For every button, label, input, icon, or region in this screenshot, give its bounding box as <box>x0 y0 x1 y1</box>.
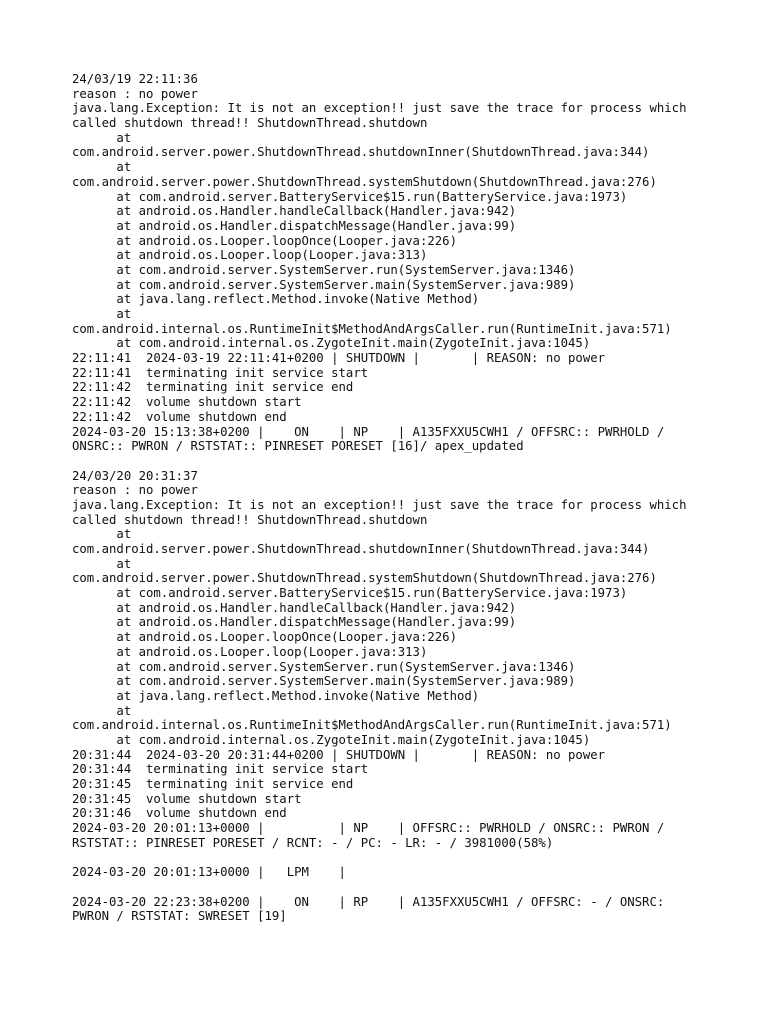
log-line: at android.os.Looper.loop(Looper.java:313) <box>72 644 428 659</box>
log-line: called shutdown thread!! ShutdownThread.shutdown <box>72 116 428 131</box>
log-line: ONSRC:: PWRON / RSTSTAT:: PINRESET PORESET [16]/ apex_updated <box>72 439 524 454</box>
log-line: java.lang.Exception: It is not an exception!! just save the trace for process which <box>72 101 687 116</box>
log-line: com.android.server.power.ShutdownThread.systemShutdown(ShutdownThread.java:276) <box>72 174 657 189</box>
blank-line <box>72 880 752 895</box>
log-line: at <box>72 160 132 175</box>
log-line: reason : no power <box>72 483 198 498</box>
log-line: at java.lang.reflect.Method.invoke(Native Method) <box>72 688 480 703</box>
log-document <box>72 72 752 924</box>
log-line: 2024-03-20 20:01:13+0000 | | NP | OFFSRC:: PWRHOLD / ONSRC:: PWRON / <box>72 821 665 836</box>
log-line: 24/03/20 20:31:37 <box>72 468 198 483</box>
log-line: at <box>72 556 132 571</box>
log-line: at com.android.server.SystemServer.main(SystemServer.java:989) <box>72 277 576 292</box>
log-line: 20:31:45 terminating init service end <box>72 777 354 791</box>
log-line: reason : no power <box>72 86 198 101</box>
log-line: RSTSTAT:: PINRESET PORESET / RCNT: - / PC: - LR: - / 3981000(58%) <box>72 835 554 850</box>
log-line: at android.os.Looper.loopOnce(Looper.java:226) <box>72 233 457 248</box>
log-line: 22:11:41 2024-03-19 22:11:41+0200 | SHUTDOWN | | REASON: no power <box>72 351 606 366</box>
log-line: at android.os.Handler.dispatchMessage(Handler.java:99) <box>72 615 517 630</box>
log-line: 20:31:44 2024-03-20 20:31:44+0200 | SHUTDOWN | | REASON: no power <box>72 747 606 762</box>
log-line: at com.android.server.SystemServer.run(SystemServer.java:1346) <box>72 262 576 277</box>
log-line: 22:11:42 volume shutdown end <box>72 409 287 424</box>
log-line: at com.android.server.SystemServer.main(SystemServer.java:989) <box>72 674 576 689</box>
log-line: at android.os.Looper.loopOnce(Looper.java:226) <box>72 630 457 645</box>
log-line: at android.os.Handler.handleCallback(Handler.java:942) <box>72 600 517 615</box>
log-line: at android.os.Looper.loop(Looper.java:313) <box>72 248 428 263</box>
log-line: 22:11:41 terminating init service start <box>72 365 369 380</box>
log-line: 20:31:44 terminating init service start <box>72 762 369 777</box>
log-line: at com.android.server.BatteryService$15.run(BatteryService.java:1973) <box>72 586 628 601</box>
blank-line <box>72 850 752 865</box>
log-line: at com.android.internal.os.ZygoteInit.main(ZygoteInit.java:1045) <box>72 732 591 747</box>
log-line: com.android.server.power.ShutdownThread.shutdownInner(ShutdownThread.java:344) <box>72 145 650 160</box>
log-line: at <box>72 307 132 321</box>
blank-line <box>72 454 752 469</box>
log-line: at com.android.server.SystemServer.run(SystemServer.java:1346) <box>72 659 576 674</box>
log-line: at android.os.Handler.dispatchMessage(Handler.java:99) <box>72 218 517 233</box>
log-line: com.android.server.power.ShutdownThread.shutdownInner(ShutdownThread.java:344) <box>72 542 650 556</box>
log-line: com.android.internal.os.RuntimeInit$MethodAndArgsCaller.run(RuntimeInit.java:571) <box>72 718 672 733</box>
log-line: com.android.server.power.ShutdownThread.systemShutdown(ShutdownThread.java:276) <box>72 571 657 586</box>
log-line: 24/03/19 22:11:36 <box>72 72 198 86</box>
log-line: called shutdown thread!! ShutdownThread.shutdown <box>72 512 428 527</box>
log-line: PWRON / RSTSTAT: SWRESET [19] <box>72 909 287 924</box>
log-line: 2024-03-20 22:23:38+0200 | ON | RP | A135FXXU5CWH1 / OFFSRC: - / ONSRC: <box>72 894 665 909</box>
log-line: at java.lang.reflect.Method.invoke(Native Method) <box>72 292 480 307</box>
log-line: at <box>72 130 132 145</box>
log-line: com.android.internal.os.RuntimeInit$MethodAndArgsCaller.run(RuntimeInit.java:571) <box>72 321 672 336</box>
log-line: at com.android.server.BatteryService$15.run(BatteryService.java:1973) <box>72 189 628 204</box>
log-line: 20:31:46 volume shutdown end <box>72 806 287 821</box>
log-line: at <box>72 703 132 718</box>
log-line: at com.android.internal.os.ZygoteInit.main(ZygoteInit.java:1045) <box>72 336 591 351</box>
log-line: at <box>72 527 132 542</box>
log-line: 2024-03-20 15:13:38+0200 | ON | NP | A135FXXU5CWH1 / OFFSRC:: PWRHOLD / <box>72 424 665 439</box>
log-line: 20:31:45 volume shutdown start <box>72 791 302 806</box>
log-line: 22:11:42 volume shutdown start <box>72 395 302 410</box>
log-line: java.lang.Exception: It is not an exception!! just save the trace for process which <box>72 497 687 512</box>
log-line: 2024-03-20 20:01:13+0000 | LPM | <box>72 865 346 880</box>
log-line: 22:11:42 terminating init service end <box>72 380 354 395</box>
log-line: at android.os.Handler.handleCallback(Handler.java:942) <box>72 204 517 219</box>
